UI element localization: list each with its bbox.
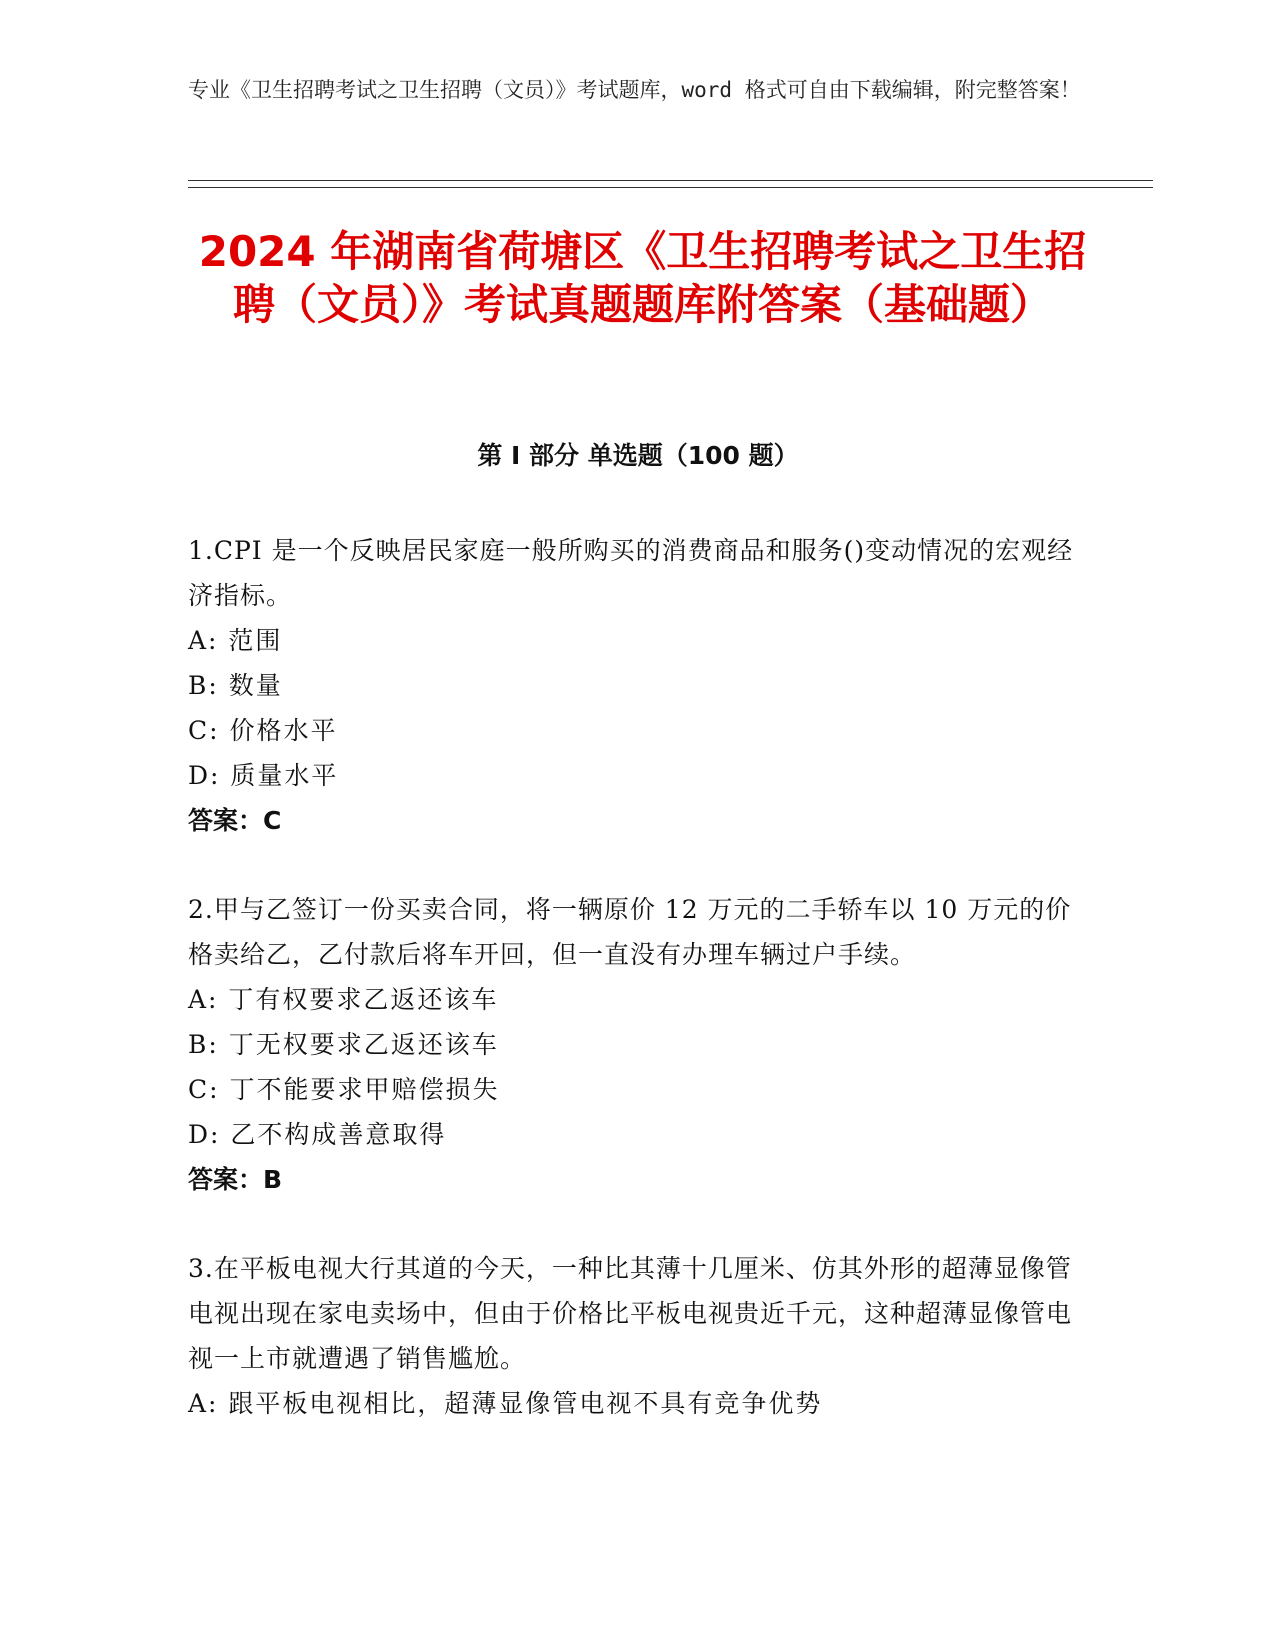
header-divider-top: [188, 180, 1153, 181]
answer-label: 答案：C: [188, 806, 282, 835]
document-title: 2024 年湖南省荷塘区《卫生招聘考试之卫生招聘（文员）》考试真题题库附答案（基础题）: [198, 227, 1087, 329]
question-stem: 3.在平板电视大行其道的今天，一种比其薄十几厘米、仿其外形的超薄显像管电视出现在家电卖场中，但由于价格比平板电视贵近千元，这种超薄显像管电视一上市就遭遇了销售尴尬。: [188, 1254, 1073, 1373]
option-d: D: 质量水平: [188, 761, 339, 790]
option-c: C: 丁不能要求甲赔偿损失: [188, 1075, 500, 1104]
question-stem: 1.CPI 是一个反映居民家庭一般所购买的消费商品和服务()变动情况的宏观经济指标。: [188, 536, 1074, 610]
section-title: 第 I 部分 单选题（100 题）: [477, 441, 799, 470]
option-d: D: 乙不构成善意取得: [188, 1120, 447, 1149]
option-b: B: 数量: [188, 671, 283, 700]
option-c: C: 价格水平: [188, 716, 338, 745]
question-stem: 2.甲与乙签订一份买卖合同，将一辆原价 12 万元的二手轿车以 10 万元的价格卖给乙，乙付款后将车开回，但一直没有办理车辆过户手续。: [188, 895, 1072, 969]
option-b: B: 丁无权要求乙返还该车: [188, 1030, 499, 1059]
option-a: A: 丁有权要求乙返还该车: [188, 985, 499, 1014]
option-a: A: 范围: [188, 626, 283, 655]
question-3: [188, 1246, 1088, 1426]
question-1: [188, 528, 1088, 843]
question-2: [188, 887, 1088, 1202]
header-divider-bottom: [188, 187, 1153, 188]
question-list: [188, 528, 1088, 1470]
option-a: A: 跟平板电视相比，超薄显像管电视不具有竞争优势: [188, 1389, 823, 1418]
answer-label: 答案：B: [188, 1165, 283, 1194]
header-note: 专业《卫生招聘考试之卫生招聘（文员）》考试题库，word 格式可自由下载编辑，附完整答案！: [188, 78, 1081, 102]
